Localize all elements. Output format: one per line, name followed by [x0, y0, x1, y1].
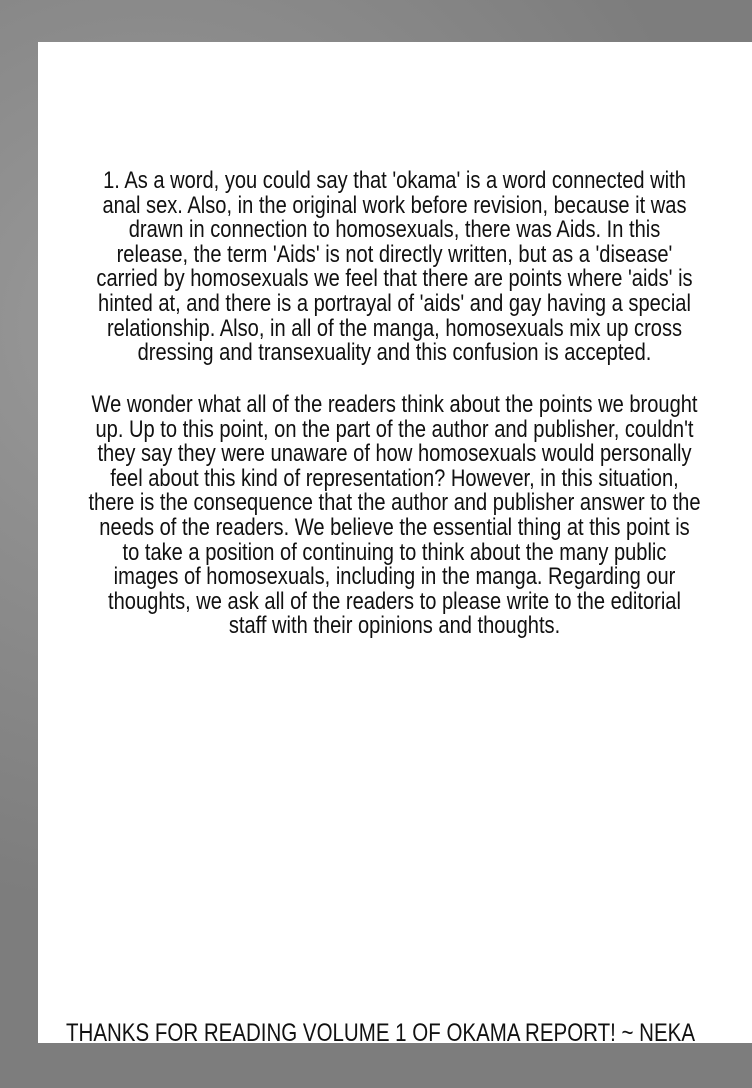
- text-line: anal sex. Also, in the original work before revision, because it was: [102, 191, 687, 219]
- text-line: We wonder what all of the readers think about the points we brought: [91, 391, 698, 418]
- text-line: thoughts, we ask all of the readers to please write to the editorial: [108, 587, 681, 615]
- text-line: hinted at, and there is a portrayal of 'aids' and gay having a special: [98, 289, 691, 317]
- footer-note: THANKS FOR READING VOLUME 1 OF OKAMA REPORT! ~ NEKA: [66, 1019, 695, 1047]
- text-line: feel about this kind of representation? However, in this situation,: [110, 464, 679, 492]
- text-line: release, the term 'Aids' is not directly written, but as a 'disease': [116, 240, 673, 268]
- text-line: needs of the readers. We believe the essential thing at this point is: [99, 513, 690, 541]
- text-line: staff with their opinions and thoughts.: [228, 612, 561, 640]
- text-line: 1. As a word, you could say that 'okama' is a word connected with: [103, 167, 686, 194]
- text-line: dressing and transexuality and this confusion is accepted.: [137, 339, 652, 367]
- text-line: they say they were unaware of how homosexuals would personally: [97, 440, 692, 468]
- text-line: there is the consequence that the author and publisher answer to the: [88, 489, 701, 517]
- page-sheet: [38, 42, 752, 1047]
- text-line: images of homosexuals, including in the manga. Regarding our: [113, 563, 676, 591]
- text-line: to take a position of continuing to think about the many public: [122, 538, 667, 566]
- text-line: drawn in connection to homosexuals, there was Aids. In this: [128, 216, 661, 244]
- text-line: carried by homosexuals we feel that there are points where 'aids' is: [96, 265, 693, 293]
- paragraph-2: [64, 393, 724, 639]
- paragraph-1: [64, 169, 724, 366]
- text-line: relationship. Also, in all of the manga, homosexuals mix up cross: [106, 314, 683, 342]
- text-line: up. Up to this point, on the part of the author and publisher, couldn't: [95, 415, 694, 443]
